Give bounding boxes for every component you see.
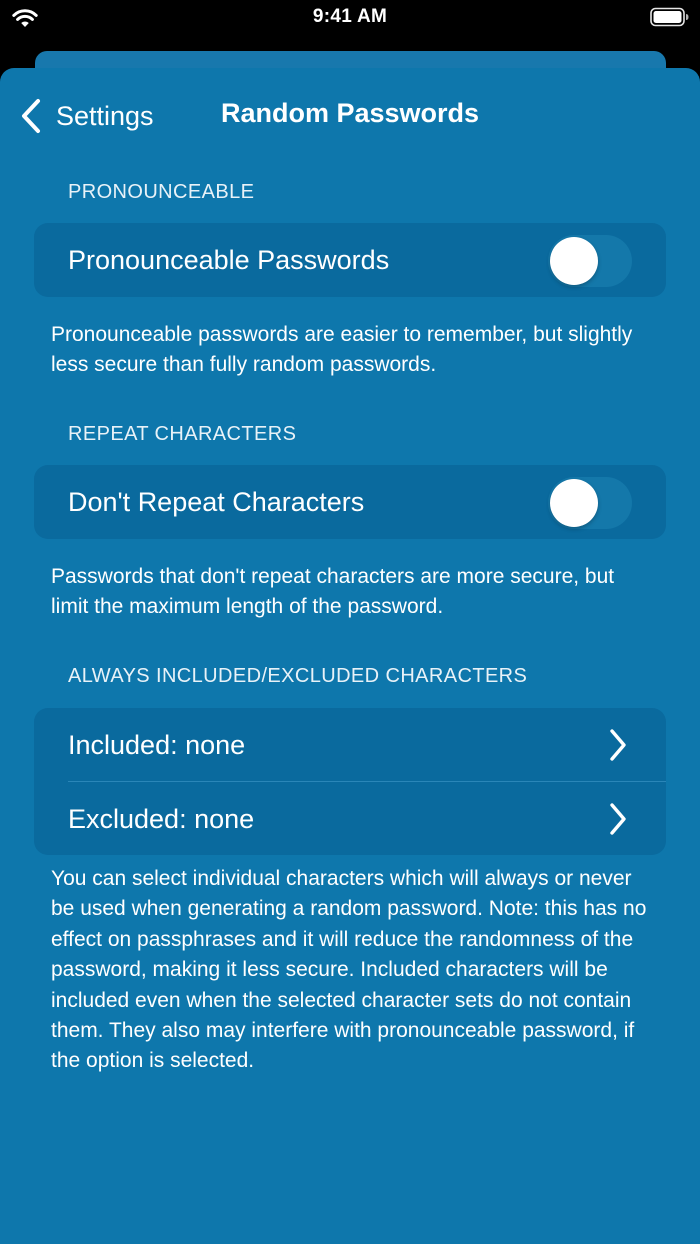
- navigation-bar: [0, 68, 700, 163]
- repeat-footer: Passwords that don't repeat characters are more secure, but limit the maximum length of the password.: [51, 565, 615, 619]
- section-header-pronounceable: PRONOUNCEABLE: [68, 181, 255, 203]
- section-header-repeat: REPEAT CHARACTERS: [68, 423, 297, 445]
- repeat-toggle[interactable]: [548, 477, 632, 529]
- page-title: Random Passwords: [220, 98, 480, 128]
- status-bar: [0, 0, 700, 50]
- chevron-right-icon: [608, 802, 628, 836]
- pronounceable-toggle[interactable]: [548, 235, 632, 287]
- section-header-characters: ALWAYS INCLUDED/EXCLUDED CHARACTERS: [68, 665, 528, 687]
- pronounceable-footer: Pronounceable passwords are easier to remember, but slightly less secure than fully random passwords.: [51, 323, 633, 377]
- toggle-knob: [550, 479, 598, 527]
- excluded-row[interactable]: [34, 782, 666, 855]
- back-label: Settings: [56, 100, 154, 131]
- characters-footer: You can select individual characters which will always or never be used when generating a random password. Note: this has no effect on passphrases and it will reduce the randomness of the password, making it less secure. Included characters will be included even when the selected character sets do not contain them. They also may interfere with pronounceable password, if the option is selected.: [51, 867, 647, 1073]
- status-time: 9:41 AM: [312, 6, 388, 27]
- chevron-right-icon: [608, 728, 628, 762]
- random-passwords-sheet: [0, 68, 700, 1244]
- repeat-row: [34, 465, 666, 539]
- toggle-knob: [550, 237, 598, 285]
- repeat-group: [34, 465, 666, 539]
- pronounceable-group: [34, 223, 666, 297]
- pronounceable-label: Pronounceable Passwords: [68, 244, 390, 275]
- included-label: Included: none: [68, 729, 246, 760]
- pronounceable-row: [34, 223, 666, 297]
- repeat-label: Don't Repeat Characters: [68, 486, 365, 517]
- characters-group: [34, 708, 666, 855]
- included-row[interactable]: [34, 708, 666, 782]
- battery-icon: [650, 7, 690, 27]
- excluded-label: Excluded: none: [68, 803, 255, 834]
